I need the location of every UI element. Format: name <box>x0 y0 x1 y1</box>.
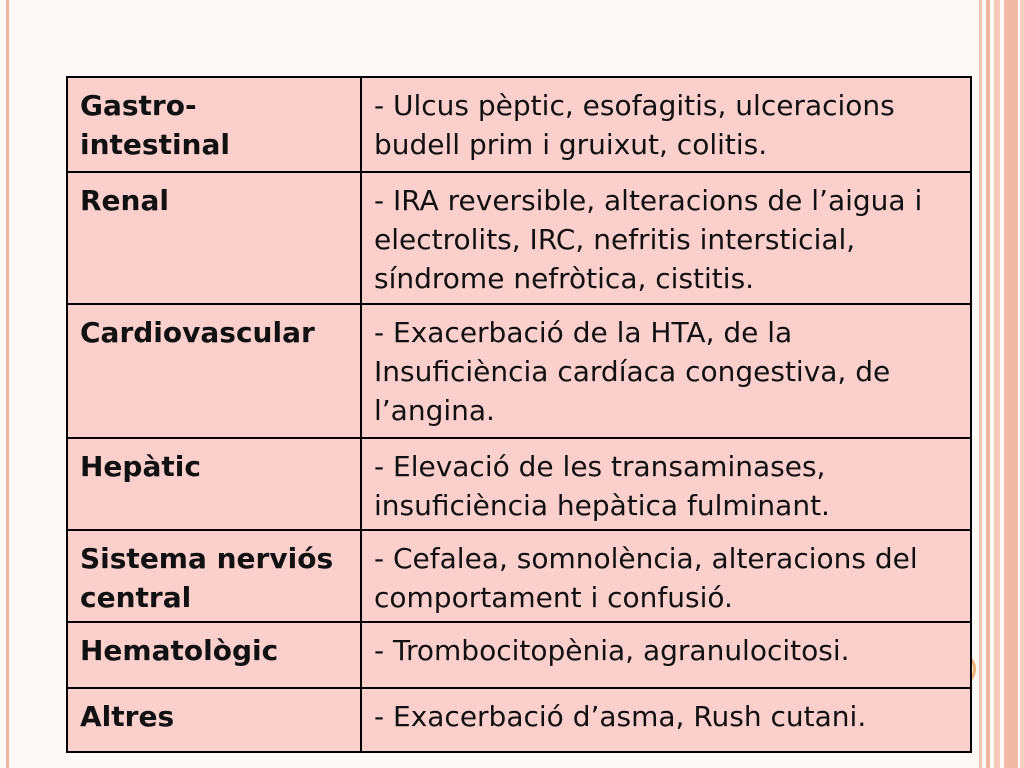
row-description-text: - Cefalea, somnolència, alteracions del comportament i confusió. <box>374 542 918 614</box>
row-category-label: Hepàtic <box>80 450 201 483</box>
row-category-label: Altres <box>80 700 175 733</box>
table-row <box>67 77 971 172</box>
row-category-label: Renal <box>80 184 169 217</box>
table-row <box>67 304 971 438</box>
row-category <box>67 438 361 530</box>
decorative-bar <box>986 0 990 768</box>
row-category <box>67 622 361 688</box>
row-category <box>67 77 361 172</box>
decorative-bar <box>979 0 982 768</box>
row-category-label: Hematològic <box>80 634 279 667</box>
table-row <box>67 622 971 688</box>
right-decorative-bars <box>976 0 1024 768</box>
left-decorative-rule <box>6 0 9 768</box>
row-description <box>361 622 971 688</box>
row-description-text: - Ulcus pèptic, esofagitis, ulceracions budell prim i gruixut, colitis. <box>374 89 895 161</box>
table-row <box>67 688 971 752</box>
adverse-effects-table <box>66 76 972 753</box>
decorative-bar <box>994 0 1000 768</box>
row-description-text: - IRA reversible, alteracions de l’aigua i electrolits, IRC, nefritis intersticial, síndrome nefròtica, cistitis. <box>374 184 923 295</box>
row-description <box>361 438 971 530</box>
row-description-text: - Trombocitopènia, agranulocitosi. <box>374 634 850 667</box>
row-description <box>361 304 971 438</box>
row-category-label: Gastro- intestinal <box>80 89 230 161</box>
row-category-label: Sistema nerviós central <box>80 542 334 614</box>
row-category <box>67 530 361 622</box>
decorative-bar <box>1020 0 1024 768</box>
row-description <box>361 77 971 172</box>
table-row <box>67 438 971 530</box>
row-category-label: Cardiovascular <box>80 316 315 349</box>
row-description <box>361 688 971 752</box>
table-row <box>67 530 971 622</box>
row-description-text: - Exacerbació de la HTA, de la Insuficiència cardíaca congestiva, de l’angina. <box>374 316 891 427</box>
row-category <box>67 688 361 752</box>
row-description <box>361 172 971 304</box>
row-category <box>67 304 361 438</box>
table-row <box>67 172 971 304</box>
row-category <box>67 172 361 304</box>
decorative-bar <box>1004 0 1018 768</box>
row-description-text: - Exacerbació d’asma, Rush cutani. <box>374 700 867 733</box>
row-description-text: - Elevació de les transaminases, insuficiència hepàtica fulminant. <box>374 450 830 522</box>
row-description <box>361 530 971 622</box>
